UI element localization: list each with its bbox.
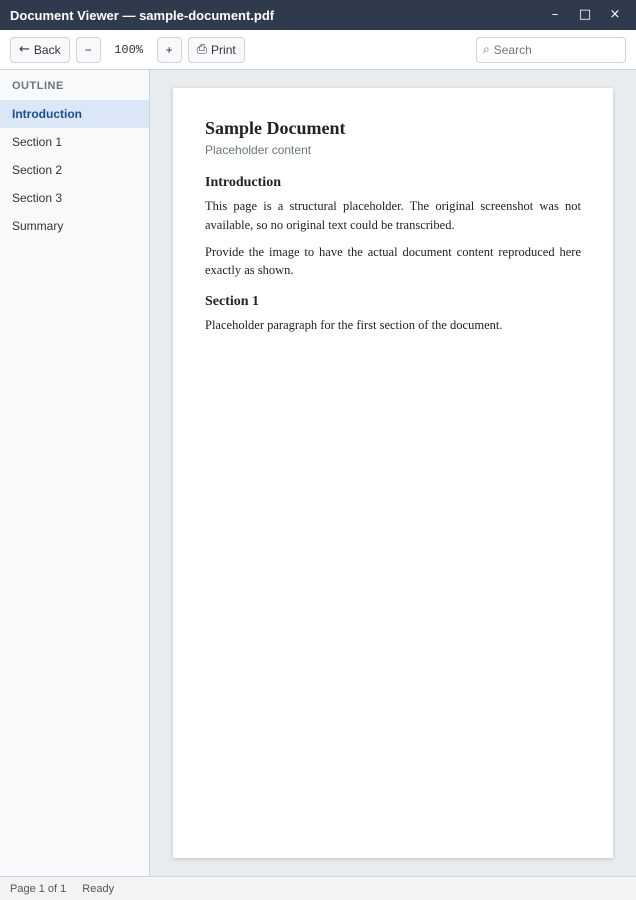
zoom-out-button[interactable]: − — [76, 37, 101, 63]
status-state: Ready — [82, 882, 115, 895]
outline-item[interactable]: Introduction — [0, 100, 149, 128]
printer-icon: ⎙ — [196, 42, 208, 57]
document-subtitle: Placeholder content — [205, 143, 312, 157]
search-box — [476, 37, 626, 63]
close-button[interactable]: × — [604, 6, 626, 24]
paragraph: This page is a structural placeholder. The original screenshot was not available, so no original text could be transcribed. — [205, 199, 581, 232]
document-page — [173, 88, 613, 858]
print-button[interactable] — [188, 37, 245, 63]
outline-item[interactable]: Section 2 — [0, 156, 149, 184]
print-button-label: Print — [211, 42, 236, 57]
paragraph: Placeholder paragraph for the first section of the document. — [205, 318, 503, 332]
title-bar — [0, 0, 636, 30]
outline-item[interactable]: Section 3 — [0, 184, 149, 212]
status-bar — [0, 876, 636, 900]
workspace — [0, 70, 636, 876]
back-button[interactable] — [10, 37, 70, 63]
arrow-left-icon: ← — [19, 42, 30, 57]
section-heading: Introduction — [205, 175, 281, 190]
zoom-level: 100% — [114, 42, 144, 57]
paragraph: Provide the image to have the actual document content reproduced here exactly as shown. — [205, 244, 581, 278]
minimize-button[interactable]: – — [544, 6, 566, 24]
outline-list — [0, 100, 149, 240]
document-title: Sample Document — [205, 118, 346, 138]
outline-item[interactable]: Section 1 — [0, 128, 149, 156]
search-input[interactable] — [494, 43, 619, 57]
section-heading: Section 1 — [205, 294, 260, 309]
toolbar — [0, 30, 636, 70]
search-icon: ⌕ — [483, 42, 490, 56]
outline-item[interactable]: Summary — [0, 212, 149, 240]
zoom-in-button[interactable]: + — [157, 37, 182, 63]
document-viewer[interactable] — [150, 70, 636, 876]
page-indicator: Page 1 of 1 — [10, 882, 67, 895]
outline-heading: OUTLINE — [12, 80, 64, 92]
maximize-button[interactable]: □ — [574, 6, 596, 24]
window-title: Document Viewer — sample-document.pdf — [10, 7, 275, 23]
back-button-label: Back — [33, 42, 61, 57]
outline-sidebar — [0, 70, 150, 876]
document-body — [205, 175, 581, 335]
